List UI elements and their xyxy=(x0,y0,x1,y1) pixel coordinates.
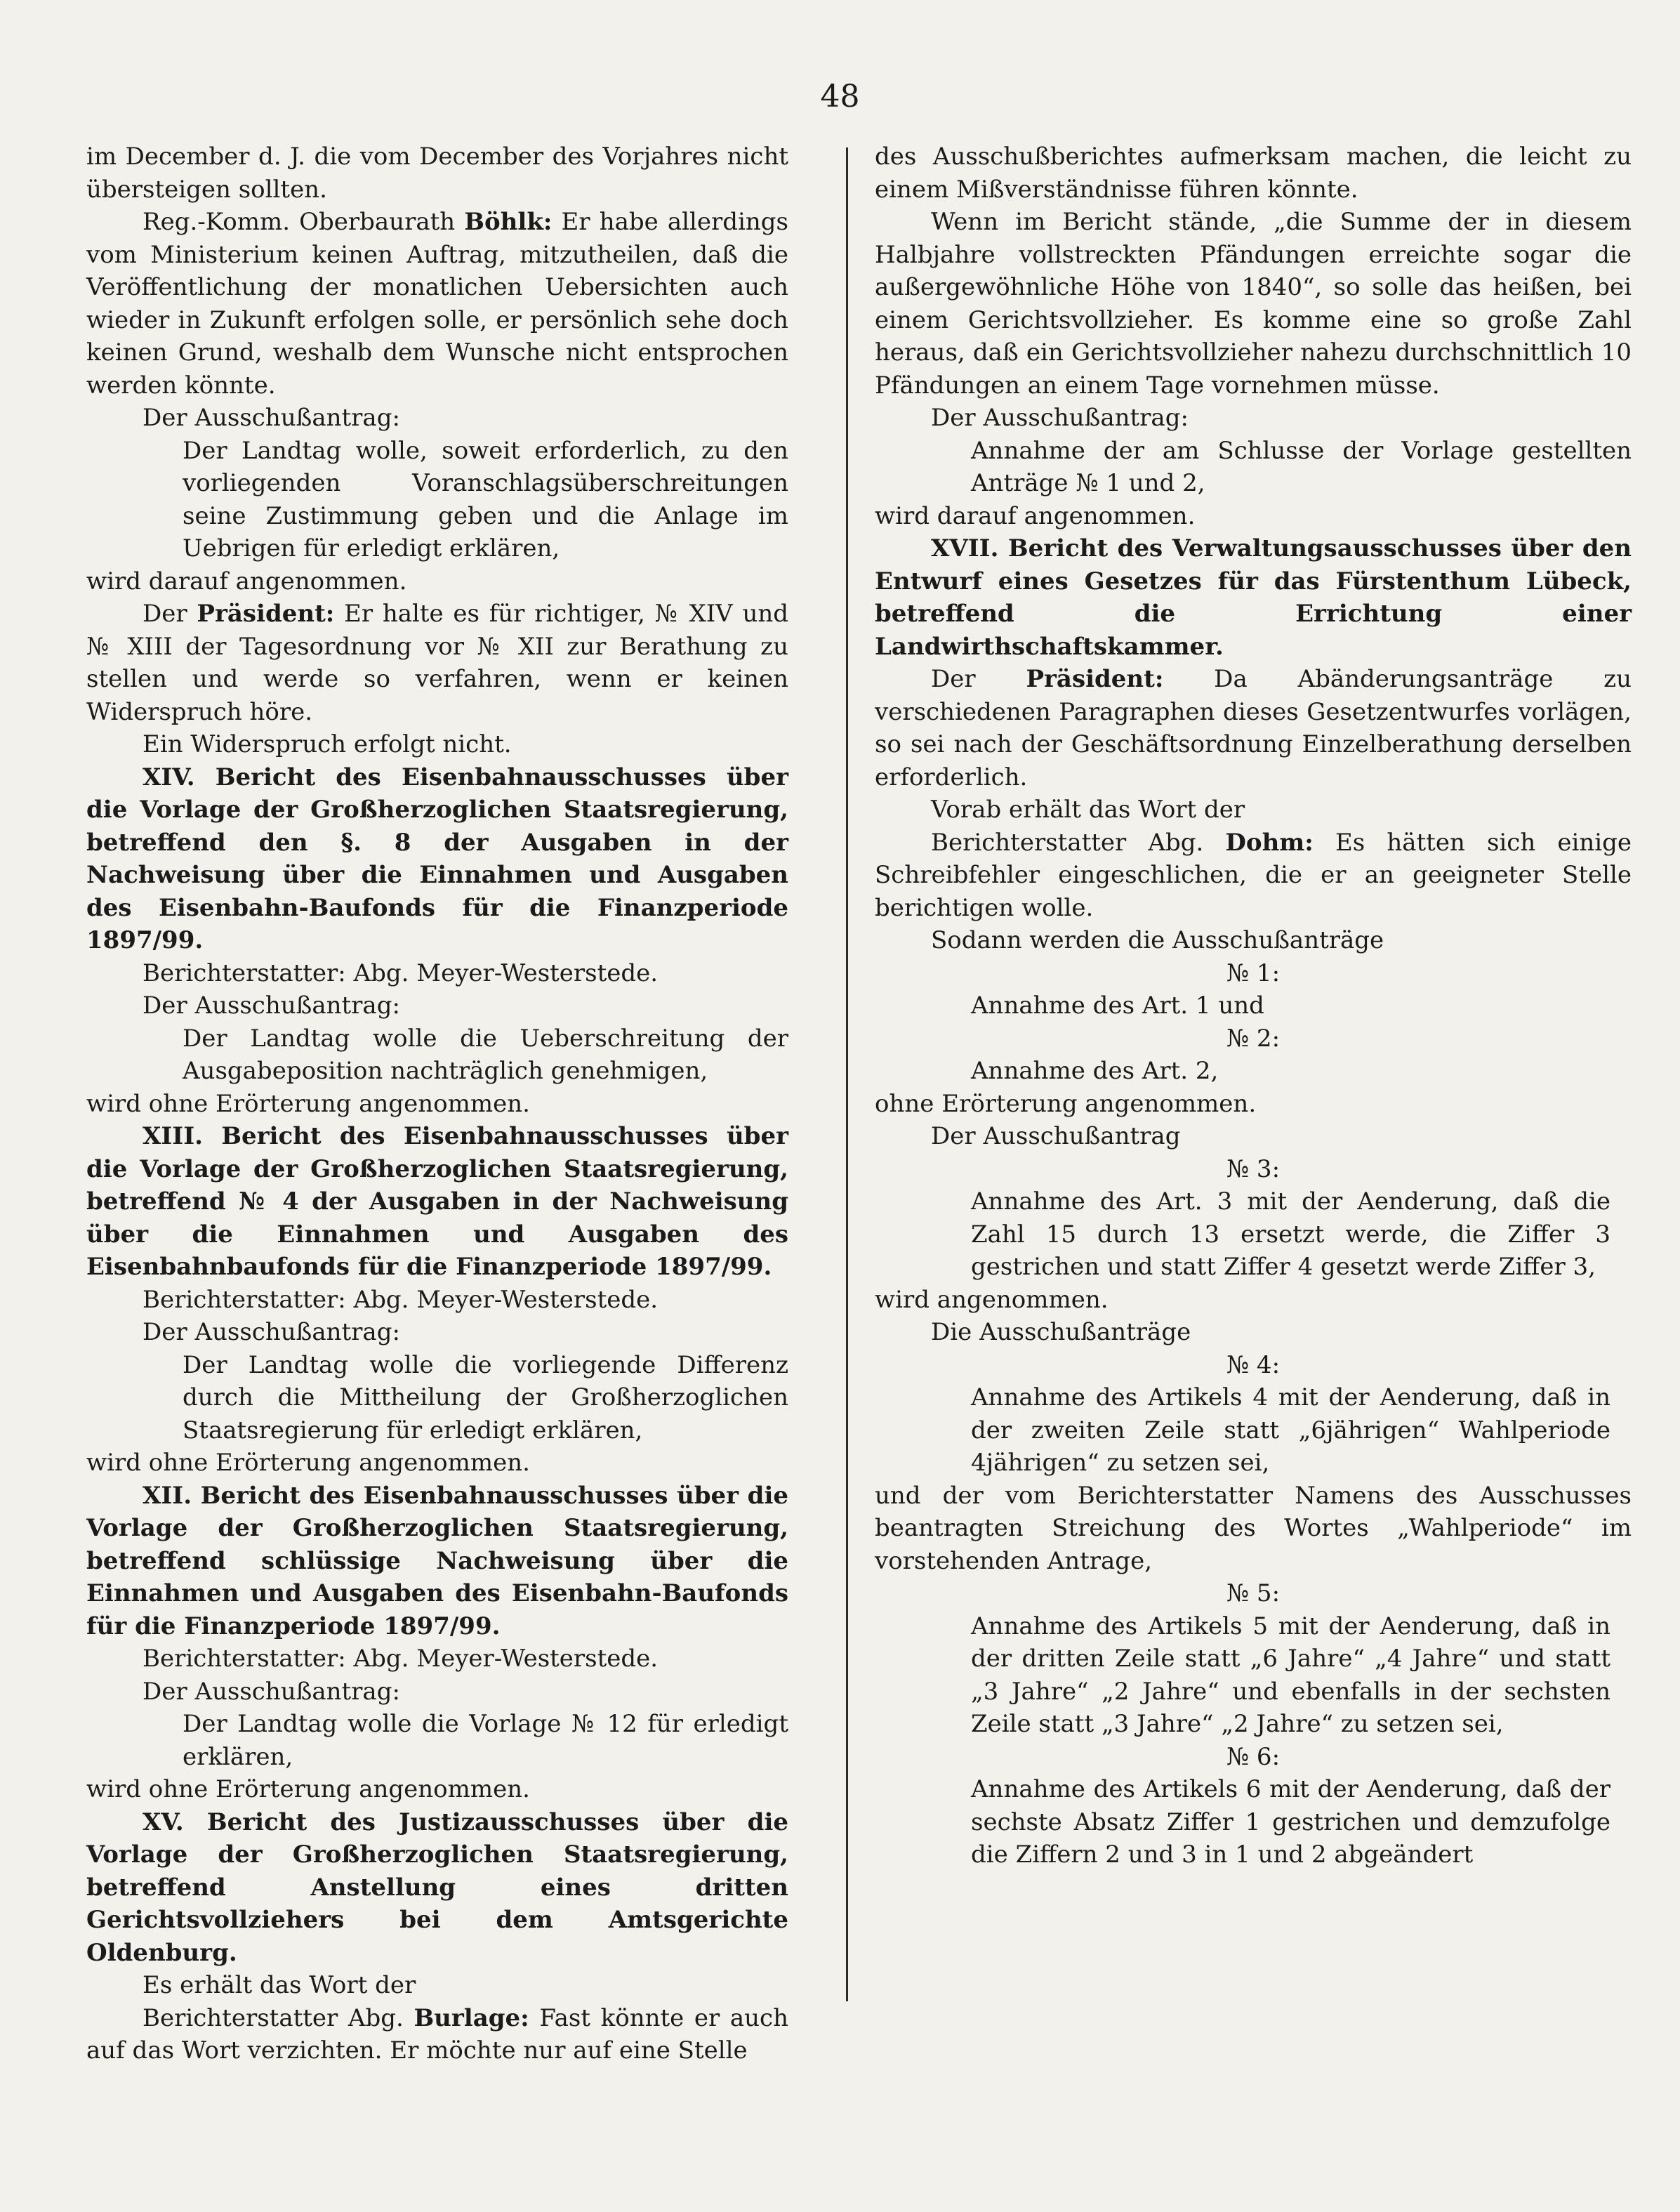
speaker-paragraph: Berichterstatter Abg. Dohm: Es hätten sich einige Schreibfehler eingeschlichen, die er an geeigneter Stelle berichtigen wolle. xyxy=(875,828,1632,922)
speaker-paragraph: Der Präsident: Da Abänderungsanträge zu verschiedenen Paragraphen dieses Gesetzentwurfes vorlägen, so sei nach der Geschäftsordnung Einzelberathung derselben erforderlich. xyxy=(875,665,1632,791)
speaker-name: Böhlk: xyxy=(464,208,553,236)
paragraph: Der Ausschußantrag: xyxy=(143,992,400,1020)
paragraph: wird ohne Erörterung angenommen. xyxy=(86,1775,530,1803)
left-column xyxy=(86,140,788,2067)
motion-text: Annahme des Art. 2, xyxy=(971,1057,1219,1085)
paragraph: Der Ausschußantrag xyxy=(931,1122,1181,1150)
paragraph: ohne Erörterung angenommen. xyxy=(875,1089,1257,1118)
paragraph: und der vom Berichterstatter Namens des Ausschusses beantragten Streichung des Wortes „Wahlperiode“ im vorstehenden Antrage, xyxy=(875,1481,1632,1575)
motion-text: Annahme der am Schlusse der Vorlage gestellten Anträge № 1 und 2, xyxy=(971,436,1632,497)
paragraph: Der Ausschußantrag: xyxy=(143,404,400,432)
paragraph: Die Ausschußanträge xyxy=(931,1318,1191,1346)
motion-text: Der Landtag wolle die Vorlage № 12 für erledigt erklären, xyxy=(183,1710,788,1771)
motion-text: Annahme des Artikels 6 mit der Aenderung, daß der sechste Absatz Ziffer 1 gestrichen und demzufolge die Ziffern 2 und 3 in 1 und 2 abgeändert xyxy=(971,1775,1610,1869)
agenda-item-heading: XII. Bericht des Eisenbahnausschusses über die Vorlage der Großherzoglichen Staatsregierung, betreffend schlüssige Nachweisung über die Einnahmen und Ausgaben des Eisenbahn-Baufonds für die Finanzperiode 1897/99. xyxy=(86,1481,788,1640)
page-number: 48 xyxy=(820,79,860,114)
paragraph: Berichterstatter: Abg. Meyer-Westerstede. xyxy=(143,1645,659,1673)
speaker-paragraph: Berichterstatter Abg. Burlage: Fast könnte er auch auf das Wort verzichten. Er möchte nur auf eine Stelle xyxy=(86,2003,788,2065)
speaker-name: Dohm: xyxy=(1225,828,1314,857)
agenda-item-heading: XV. Bericht des Justizausschusses über die Vorlage der Großherzoglichen Staatsregierung, betreffend Anstellung eines dritten Gerichtsvollziehers bei dem Amtsgerichte Oldenburg. xyxy=(86,1808,788,1967)
paragraph: wird angenommen. xyxy=(875,1285,1109,1314)
motion-number: № 2: xyxy=(1226,1024,1281,1053)
paragraph: Berichterstatter: Abg. Meyer-Westerstede. xyxy=(143,1285,659,1314)
agenda-item-heading: XIV. Bericht des Eisenbahnausschusses über die Vorlage der Großherzoglichen Staatsregierung, betreffend den §. 8 der Ausgaben in der Nachweisung über die Einnahmen und Ausgaben des Eisenbahn-Baufonds für die Finanzperiode 1897/99. xyxy=(86,763,788,954)
paragraph: wird darauf angenommen. xyxy=(86,567,407,595)
speaker-name: Burlage: xyxy=(414,2003,529,2032)
column-divider xyxy=(846,147,848,2001)
paragraph: Sodann werden die Ausschußanträge xyxy=(931,926,1384,954)
paragraph: Vorab erhält das Wort der xyxy=(931,796,1245,824)
speaker-name: Präsident: xyxy=(1026,665,1164,693)
motion-text: Der Landtag wolle, soweit erforderlich, zu den vorliegenden Voranschlagsüberschreitungen seine Zustimmung geben und die Anlage im Uebrigen für erledigt erklären, xyxy=(183,436,788,562)
paragraph: Berichterstatter: Abg. Meyer-Westerstede. xyxy=(143,959,659,987)
paragraph: Der Ausschußantrag: xyxy=(143,1677,400,1706)
paragraph: wird darauf angenommen. xyxy=(875,501,1196,530)
motion-number: № 1: xyxy=(1226,959,1281,987)
motion-text: Annahme des Art. 3 mit der Aenderung, daß die Zahl 15 durch 13 ersetzt werde, die Ziffer 3 gestrichen und statt Ziffer 4 gesetzt werde Ziffer 3, xyxy=(971,1187,1610,1281)
motion-text: Annahme des Artikels 5 mit der Aenderung, daß in der dritten Zeile statt „6 Jahre“ „4 Jahre“ und statt „3 Jahre“ „2 Jahre“ und ebenfalls in der sechsten Zeile statt „3 Jahre“ „2 Jahre“ zu setzen sei, xyxy=(971,1612,1610,1738)
paragraph: wird ohne Erörterung angenommen. xyxy=(86,1449,530,1477)
paragraph: Der Ausschußantrag: xyxy=(143,1318,400,1346)
motion-number: № 4: xyxy=(1226,1350,1281,1379)
motion-number: № 5: xyxy=(1226,1579,1281,1607)
agenda-item-heading: XIII. Bericht des Eisenbahnausschusses über die Vorlage der Großherzoglichen Staatsregierung, betreffend № 4 der Ausgaben in der Nachweisung über die Einnahmen und Ausgaben des Eisenbahnbaufonds für die Finanzperiode 1897/99. xyxy=(86,1122,788,1281)
paragraph: Es erhält das Wort der xyxy=(143,1971,416,1999)
paragraph: Wenn im Bericht stände, „die Summe der in diesem Halbjahre vollstreckten Pfändungen erreichte sogar die außergewöhnliche Höhe von 1840“, so solle das heißen, bei einem Gerichtsvollzieher. Es komme eine so große Zahl heraus, daß ein Gerichtsvollzieher nahezu durchschnittlich 10 Pfändungen an einem Tage vornehmen müsse. xyxy=(875,208,1632,400)
paragraph: des Ausschußberichtes aufmerksam machen, die leicht zu einem Mißverständnisse führen könnte. xyxy=(875,143,1632,204)
motion-text: Der Landtag wolle die Ueberschreitung der Ausgabeposition nachträglich genehmigen, xyxy=(183,1024,788,1085)
right-column xyxy=(875,140,1632,1871)
speaker-paragraph: Reg.-Komm. Oberbaurath Böhlk: Er habe allerdings vom Ministerium keinen Auftrag, mitzutheilen, daß die Veröffentlichung der monatlichen Uebersichten auch wieder in Zukunft erfolgen solle, er persönlich sehe doch keinen Grund, weshalb dem Wunsche nicht entsprochen werden könnte. xyxy=(86,208,788,400)
paragraph: Ein Widerspruch erfolgt nicht. xyxy=(143,730,512,758)
speaker-name: Präsident: xyxy=(197,600,335,628)
motion-number: № 3: xyxy=(1226,1154,1281,1183)
motion-text: Der Landtag wolle die vorliegende Differenz durch die Mittheilung der Großherzoglichen Staatsregierung für erledigt erklären, xyxy=(183,1350,788,1444)
motion-number: № 6: xyxy=(1226,1742,1281,1771)
motion-text: Annahme des Art. 1 und xyxy=(971,992,1264,1020)
speaker-paragraph: Der Präsident: Er halte es für richtiger, № XIV und № XIII der Tagesordnung vor № XII zur Berathung zu stellen und werde so verfahren, wenn er keinen Widerspruch höre. xyxy=(86,600,788,726)
agenda-item-heading: XVII. Bericht des Verwaltungsausschusses über den Entwurf eines Gesetzes für das Fürstenthum Lübeck, betreffend die Errichtung einer Landwirthschaftskammer. xyxy=(875,534,1632,661)
paragraph: im December d. J. die vom December des Vorjahres nicht übersteigen sollten. xyxy=(86,143,788,204)
paragraph: wird ohne Erörterung angenommen. xyxy=(86,1089,530,1118)
paragraph: Der Ausschußantrag: xyxy=(931,404,1189,432)
motion-text: Annahme des Artikels 4 mit der Aenderung, daß in der zweiten Zeile statt „6jährigen“ Wahlperiode 4jährigen“ zu setzen sei, xyxy=(971,1383,1610,1477)
